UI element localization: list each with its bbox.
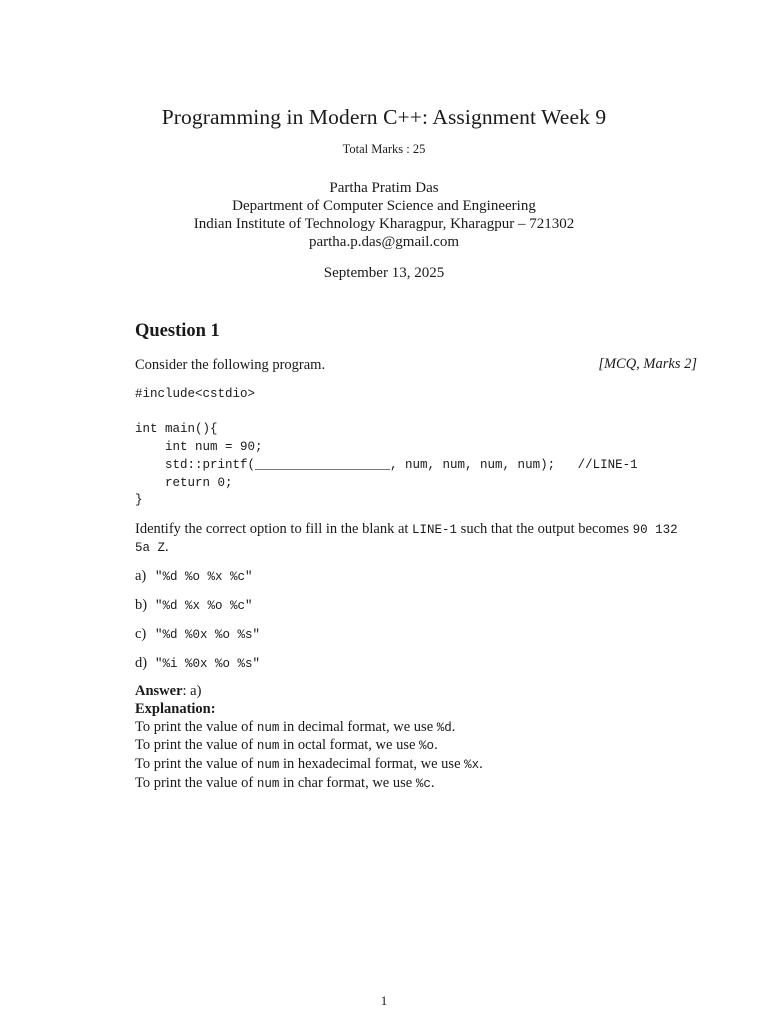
option-d	[135, 655, 260, 672]
explanation-text: .	[451, 718, 456, 735]
code-listing: #include<cstdio> int main(){ int num = 90; std::printf(__________________, num, num, num, num); //LINE-1 return 0; }	[135, 387, 638, 508]
answer-value: : a)	[182, 683, 202, 699]
explanation-text: .	[430, 774, 435, 791]
explanation-heading	[135, 701, 483, 719]
option-c	[135, 626, 260, 643]
variable-code: num	[256, 739, 280, 754]
explanation-line	[135, 756, 483, 775]
option-label: c)	[135, 626, 147, 642]
identify-line-1	[135, 521, 678, 538]
variable-code: num	[256, 758, 280, 773]
format-specifier-code: %x	[464, 758, 480, 773]
variable-code: num	[256, 720, 280, 735]
option-value: "%i %0x %o %s"	[155, 657, 261, 671]
option-label: a)	[135, 568, 147, 584]
total-marks: Total Marks : 25	[342, 142, 426, 156]
explanation-text: To print the value of	[135, 756, 257, 773]
explanation-text: To print the value of	[135, 737, 257, 754]
explanation-text: in char format, we use	[279, 774, 416, 791]
explanation-text: To print the value of	[135, 718, 257, 735]
author-email: partha.p.das@gmail.com	[308, 234, 460, 250]
identify-text-1: Identify the correct option to fill in the blank at	[135, 521, 413, 537]
explanation-text: in decimal format, we use	[279, 718, 437, 735]
line-marker-code: LINE-1	[412, 523, 458, 537]
identify-line-2	[135, 539, 169, 556]
identify-text-3: .	[165, 539, 169, 555]
answer-line	[135, 683, 483, 701]
explanation-text: in hexadecimal format, we use	[279, 756, 465, 773]
author-name: Partha Pratim Das	[329, 180, 439, 196]
format-specifier-code: %c	[415, 776, 431, 791]
explanation-text: in octal format, we use	[279, 737, 420, 754]
explanation-line	[135, 737, 483, 756]
question-heading: Question 1	[135, 321, 220, 341]
page-number: 1	[380, 993, 388, 1008]
expected-output-part-1: 90 132	[632, 523, 678, 537]
explanation-line	[135, 775, 483, 794]
variable-code: num	[256, 776, 280, 791]
format-specifier-code: %d	[436, 720, 452, 735]
document-title: Programming in Modern C++: Assignment Week 9	[161, 105, 607, 129]
identify-text-2: such that the output becomes	[457, 521, 633, 537]
question-tag: [MCQ, Marks 2]	[598, 356, 697, 372]
option-value: "%d %x %o %c"	[155, 599, 253, 613]
option-value: "%d %o %x %c"	[155, 570, 253, 584]
option-b	[135, 597, 253, 614]
option-label: b)	[135, 597, 148, 613]
document-date: September 13, 2025	[323, 265, 445, 281]
option-value: "%d %0x %o %s"	[155, 628, 261, 642]
question-prompt: Consider the following program.	[135, 357, 326, 373]
format-specifier-code: %o	[419, 739, 435, 754]
author-department: Department of Computer Science and Engineering	[232, 198, 536, 214]
option-a	[135, 568, 253, 585]
author-institute: Indian Institute of Technology Kharagpur, Kharagpur – 721302	[193, 216, 575, 232]
expected-output-part-2: 5a Z	[135, 541, 166, 555]
answer-block	[135, 683, 483, 794]
answer-label: Answer	[135, 683, 183, 699]
option-label: d)	[135, 655, 148, 671]
explanation-line	[135, 719, 483, 738]
explanation-text: To print the value of	[135, 774, 257, 791]
explanation-text: .	[434, 737, 438, 754]
explanation-text: .	[479, 756, 483, 773]
explanation-label: Explanation:	[135, 700, 216, 717]
